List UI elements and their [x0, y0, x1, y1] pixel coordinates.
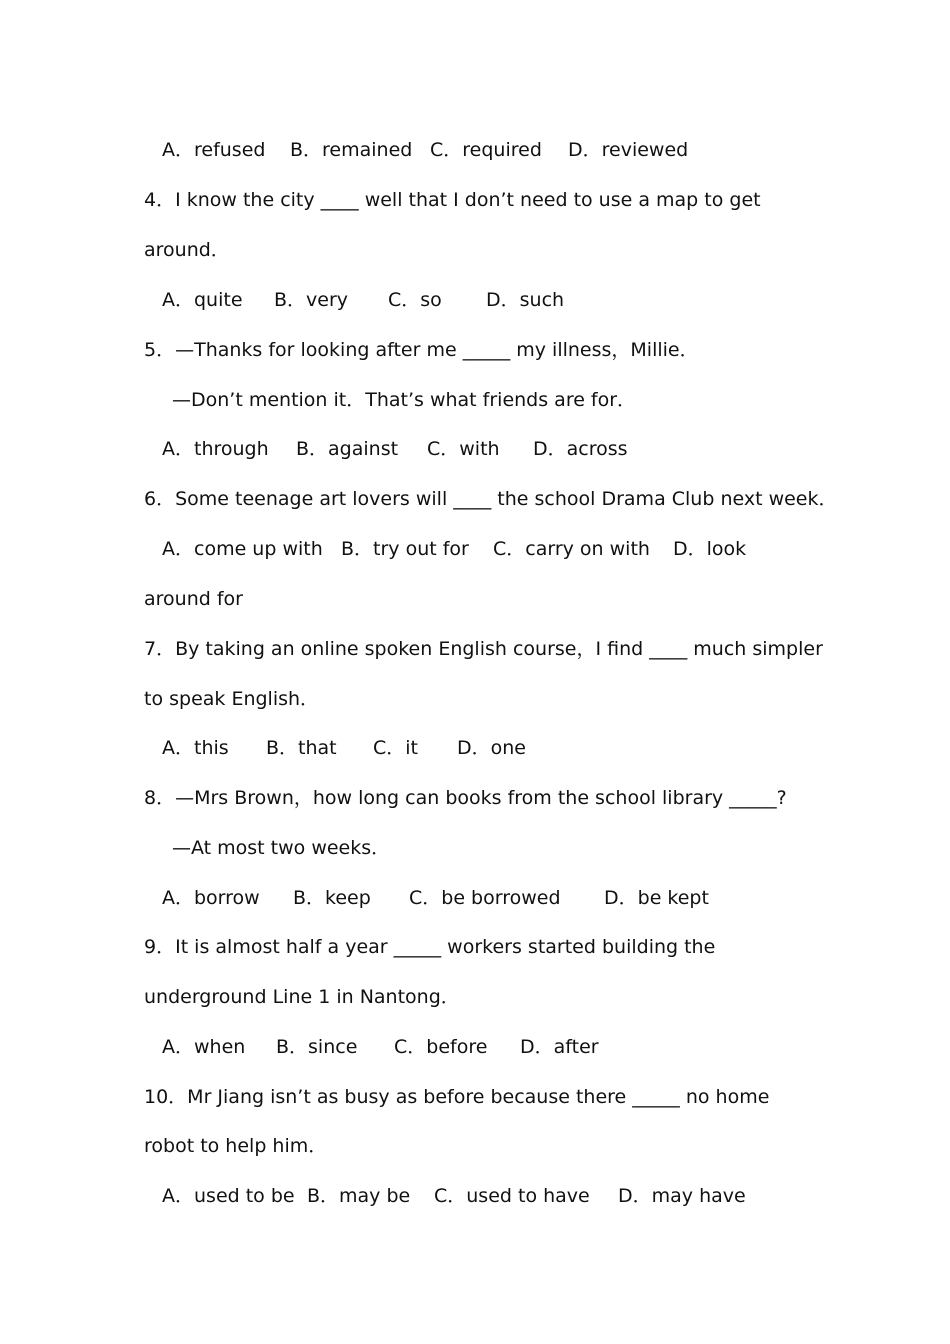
q3-option-c: C．required — [430, 139, 542, 161]
q5-option-b: B．against — [296, 438, 399, 460]
q5-option-a: A．through — [162, 438, 269, 460]
q6-option-d-wrap: around for — [144, 588, 243, 610]
q6-option-c: C．carry on with — [493, 538, 650, 560]
q8-option-c: C．be borrowed — [409, 887, 561, 909]
q10-option-c: C．used to have — [434, 1185, 590, 1207]
q8-stem-line1: 8．—Mrs Brown，how long can books from the school library _____? — [144, 787, 787, 809]
q6-stem-line1: 6．Some teenage art lovers will ____ the school Drama Club next week． — [144, 488, 838, 510]
q9-option-b: B．since — [276, 1036, 358, 1058]
q5-option-c: C．with — [427, 438, 500, 460]
q9-stem-line2: underground Line 1 in Nantong． — [144, 986, 460, 1008]
q10-options — [162, 1184, 746, 1328]
q3-option-d: D．reviewed — [568, 139, 689, 161]
q10-stem-line2: robot to help him． — [144, 1135, 328, 1157]
q10-stem-line1: 10．Mr Jiang isn’t as busy as before because there _____ no home — [144, 1086, 770, 1108]
q4-option-a: A．quite — [162, 289, 243, 311]
q10-option-a: A．used to be — [162, 1185, 295, 1207]
q9-option-c: C．before — [394, 1036, 488, 1058]
q9-stem-line1: 9．It is almost half a year _____ workers started building the — [144, 936, 716, 958]
q3-option-b: B．remained — [290, 139, 413, 161]
q8-option-b: B．keep — [293, 887, 371, 909]
q9-option-a: A．when — [162, 1036, 246, 1058]
q8-stem-line2: —At most two weeks． — [172, 837, 391, 859]
q7-option-a: A．this — [162, 737, 229, 759]
q5-option-d: D．across — [533, 438, 628, 460]
q4-stem-line2: around． — [144, 239, 230, 261]
q7-option-d: D．one — [457, 737, 526, 759]
q6-option-b: B．try out for — [341, 538, 469, 560]
q7-stem-line2: to speak English． — [144, 688, 320, 710]
q5-stem-line2: —Don’t mention it．That’s what friends are for． — [172, 389, 637, 411]
q10-option-b: B．may be — [307, 1185, 411, 1207]
q4-option-c: C．so — [388, 289, 442, 311]
q10-option-d: D．may have — [618, 1185, 746, 1207]
q3-option-a: A．refused — [162, 139, 266, 161]
q5-stem-line1: 5．—Thanks for looking after me _____ my illness，Millie． — [144, 339, 699, 361]
q6-option-d: D．look — [673, 538, 747, 560]
q4-option-b: B．very — [274, 289, 349, 311]
q4-option-d: D．such — [486, 289, 565, 311]
q4-stem-line1: 4．I know the city ____ well that I don’t need to use a map to get — [144, 189, 761, 211]
q7-stem-line1: 7．By taking an online spoken English course，I find ____ much simpler — [144, 638, 823, 660]
q8-option-d: D．be kept — [604, 887, 709, 909]
q7-option-b: B．that — [266, 737, 337, 759]
q8-option-a: A．borrow — [162, 887, 260, 909]
q9-option-d: D．after — [520, 1036, 599, 1058]
q7-option-c: C．it — [373, 737, 418, 759]
q6-option-a: A．come up with — [162, 538, 323, 560]
